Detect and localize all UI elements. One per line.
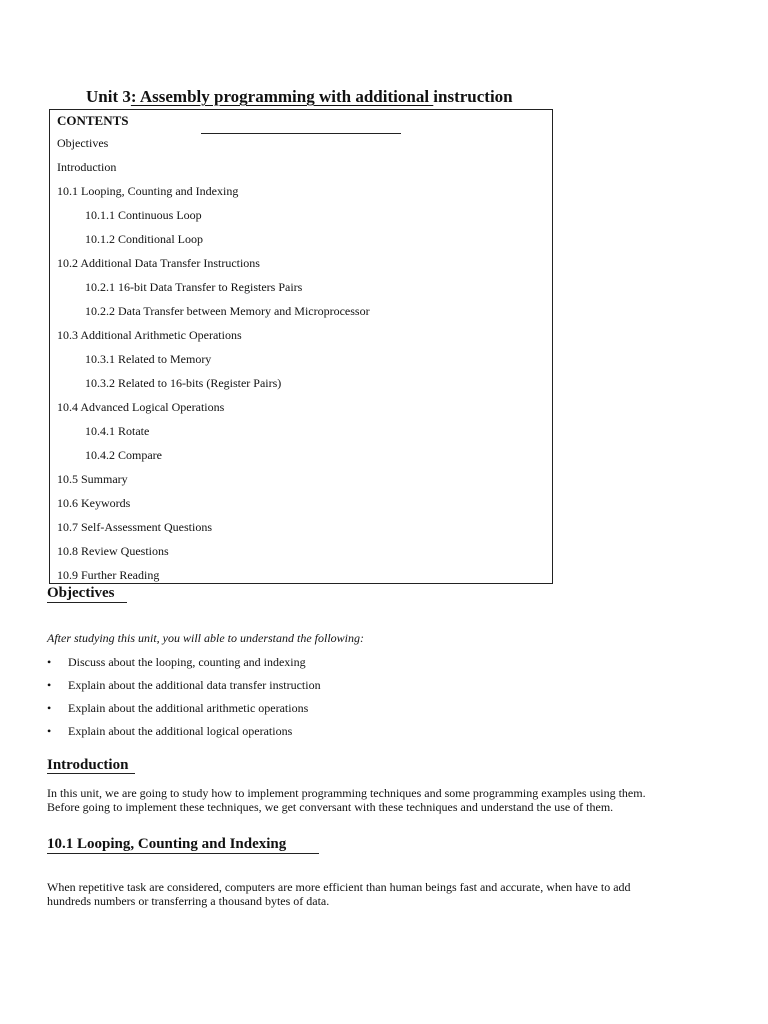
objective-text: Explain about the additional data transfer instruction [68, 678, 321, 692]
objective-item [47, 701, 321, 716]
bullet-icon: • [47, 701, 52, 715]
objective-text: Discuss about the looping, counting and indexing [68, 655, 306, 669]
unit-title [86, 87, 513, 107]
objectives-list [47, 655, 321, 747]
bullet-icon: • [47, 724, 52, 738]
objective-text: Explain about the additional logical operations [68, 724, 293, 738]
contents-item: 10.2 Additional Data Transfer Instructions [57, 256, 260, 270]
contents-item: 10.9 Further Reading [57, 568, 160, 582]
contents-item: 10.1 Looping, Counting and Indexing [57, 184, 239, 198]
contents-item: 10.4.1 Rotate [85, 424, 150, 438]
objectives-heading: Objectives [47, 585, 115, 601]
bullet-icon: • [47, 655, 52, 669]
unit-title-underlined: : Assembly programming with additional [130, 87, 434, 106]
section-10-1-paragraph: When repetitive task are considered, computers are more efficient than human beings fast and accurate, when have to add hundreds numbers or transferring a thousand bytes of data. [47, 880, 631, 908]
contents-item: Introduction [57, 160, 117, 174]
unit-title-suffix: instruction [433, 87, 513, 106]
section-10-1-heading-rule [47, 853, 319, 854]
contents-item: 10.3.2 Related to 16-bits (Register Pairs) [85, 376, 282, 390]
introduction-paragraph: In this unit, we are going to study how to implement programming techniques and some programming examples using them. Before going to implement these techniques, we get conversant with these techniques and understand the use of them. [47, 786, 646, 814]
section-10-1-heading: 10.1 Looping, Counting and Indexing [47, 836, 287, 852]
contents-item: 10.8 Review Questions [57, 544, 169, 558]
contents-item: 10.1.1 Continuous Loop [85, 208, 202, 222]
contents-item: Objectives [57, 136, 109, 150]
contents-box [49, 109, 553, 584]
objective-item [47, 724, 321, 739]
contents-item: 10.4.2 Compare [85, 448, 162, 462]
introduction-heading-rule [47, 773, 135, 774]
contents-item: 10.7 Self-Assessment Questions [57, 520, 212, 534]
unit-title-prefix: Unit 3 [86, 87, 131, 106]
contents-item: 10.2.1 16-bit Data Transfer to Registers Pairs [85, 280, 303, 294]
contents-rule [201, 133, 401, 134]
objective-item [47, 655, 321, 670]
contents-heading: CONTENTS [57, 113, 129, 128]
contents-item: 10.3.1 Related to Memory [85, 352, 212, 366]
contents-item: 10.3 Additional Arithmetic Operations [57, 328, 242, 342]
objectives-intro: After studying this unit, you will able to understand the following: [47, 631, 364, 645]
contents-item: 10.1.2 Conditional Loop [85, 232, 203, 246]
contents-item: 10.2.2 Data Transfer between Memory and Microprocessor [85, 304, 370, 318]
objective-text: Explain about the additional arithmetic operations [68, 701, 309, 715]
objective-item [47, 678, 321, 693]
contents-item: 10.5 Summary [57, 472, 128, 486]
contents-item: 10.6 Keywords [57, 496, 131, 510]
contents-item: 10.4 Advanced Logical Operations [57, 400, 225, 414]
bullet-icon: • [47, 678, 52, 692]
introduction-heading: Introduction [47, 757, 129, 773]
contents-list [57, 135, 537, 591]
objectives-heading-rule [47, 602, 127, 603]
